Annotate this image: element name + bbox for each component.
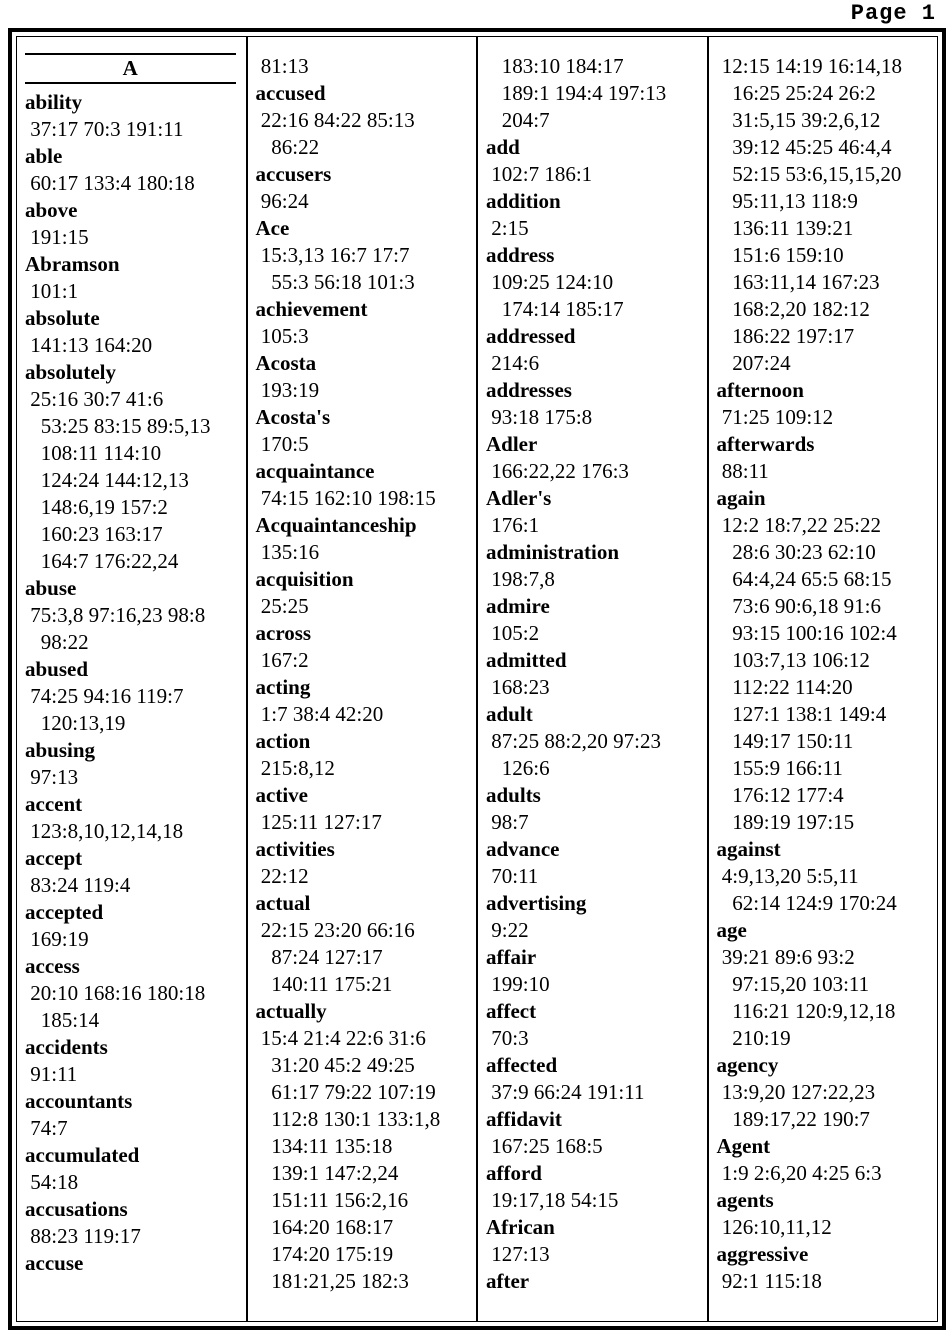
letter-section-header <box>25 53 236 84</box>
index-word: accepted <box>25 900 104 924</box>
page-line-refs: 60:17 133:4 180:18 <box>25 171 195 195</box>
page-line-refs: 74:25 94:16 119:7 <box>25 684 184 708</box>
page-line-refs: 123:8,10,12,14,18 <box>25 819 184 843</box>
page-line-refs: 189:19 197:15 <box>716 810 855 834</box>
index-word: adults <box>486 783 541 807</box>
index-word: Abramson <box>25 252 120 276</box>
index-word: active <box>255 783 308 807</box>
index-word: activities <box>255 837 335 861</box>
index-entries-2 <box>256 53 475 1295</box>
page-line-refs: 55:3 56:18 101:3 <box>255 270 415 294</box>
page-line-refs: 108:11 114:10 <box>25 441 162 465</box>
page-line-refs: 39:12 45:25 46:4,4 <box>716 135 892 159</box>
index-word: abuse <box>25 576 77 600</box>
index-word: Acquaintanceship <box>255 513 417 537</box>
page-line-refs: 75:3,8 97:16,23 98:8 <box>25 603 206 627</box>
index-word: accountants <box>25 1089 133 1113</box>
index-word: advance <box>486 837 560 861</box>
page-line-refs: 12:15 14:19 16:14,18 <box>716 54 903 78</box>
index-word: actually <box>255 999 327 1023</box>
page-line-refs: 37:17 70:3 191:11 <box>25 117 184 141</box>
page-line-refs: 124:24 144:12,13 <box>25 468 189 492</box>
index-page-frame <box>8 28 946 1330</box>
page-line-refs: 109:25 124:10 <box>486 270 614 294</box>
index-entries-1 <box>25 89 244 1277</box>
index-column-2 <box>248 37 479 1321</box>
page-line-refs: 95:11,13 118:9 <box>716 189 858 213</box>
page-line-refs: 25:25 <box>255 594 309 618</box>
index-word: addresses <box>486 378 572 402</box>
page-line-refs: 166:22,22 176:3 <box>486 459 629 483</box>
page-line-refs: 174:14 185:17 <box>486 297 624 321</box>
page-line-refs: 97:15,20 103:11 <box>716 972 870 996</box>
page-line-refs: 169:19 <box>25 927 89 951</box>
page-line-refs: 39:21 89:6 93:2 <box>716 945 855 969</box>
index-entries-4 <box>717 53 936 1295</box>
page-line-refs: 25:16 30:7 41:6 <box>25 387 164 411</box>
index-word: accuse <box>25 1251 84 1275</box>
page-line-refs: 31:20 45:2 49:25 <box>255 1053 415 1077</box>
page-line-refs: 74:7 <box>25 1116 68 1140</box>
page-line-refs: 12:2 18:7,22 25:22 <box>716 513 882 537</box>
page-line-refs: 126:6 <box>486 756 550 780</box>
index-word: achievement <box>255 297 368 321</box>
page-line-refs: 16:25 25:24 26:2 <box>716 81 876 105</box>
index-word: action <box>255 729 311 753</box>
page-line-refs: 151:11 156:2,16 <box>255 1188 409 1212</box>
index-column-1 <box>17 37 248 1321</box>
page-line-refs: 1:9 2:6,20 4:25 6:3 <box>716 1161 882 1185</box>
page-line-refs: 101:1 <box>25 279 79 303</box>
index-word: against <box>716 837 781 861</box>
page-line-refs: 183:10 184:17 <box>486 54 624 78</box>
page-line-refs: 74:15 162:10 198:15 <box>255 486 436 510</box>
index-word: advertising <box>486 891 587 915</box>
page-line-refs: 189:1 194:4 197:13 <box>486 81 667 105</box>
index-column-4 <box>709 37 938 1321</box>
index-word: absolute <box>25 306 100 330</box>
index-word: adult <box>486 702 533 726</box>
index-word: admitted <box>486 648 567 672</box>
page-line-refs: 22:12 <box>255 864 309 888</box>
page-line-refs: 91:11 <box>25 1062 78 1086</box>
page-line-refs: 170:5 <box>255 432 309 456</box>
page-line-refs: 112:22 114:20 <box>716 675 853 699</box>
page-line-refs: 28:6 30:23 62:10 <box>716 540 876 564</box>
page-line-refs: 112:8 130:1 133:1,8 <box>255 1107 441 1131</box>
page-line-refs: 54:18 <box>25 1170 79 1194</box>
page-line-refs: 155:9 166:11 <box>716 756 843 780</box>
page-line-refs: 70:11 <box>486 864 539 888</box>
page-line-refs: 176:1 <box>486 513 540 537</box>
page-line-refs: 88:11 <box>716 459 769 483</box>
page-line-refs: 125:11 127:17 <box>255 810 382 834</box>
page-line-refs: 135:16 <box>255 540 320 564</box>
page-line-refs: 127:13 <box>486 1242 550 1266</box>
index-word: aggressive <box>716 1242 809 1266</box>
index-word: across <box>255 621 312 645</box>
index-word: access <box>25 954 80 978</box>
index-word: abused <box>25 657 89 681</box>
page-line-refs: 87:25 88:2,20 97:23 <box>486 729 662 753</box>
page-line-refs: 31:5,15 39:2,6,12 <box>716 108 881 132</box>
page-line-refs: 71:25 109:12 <box>716 405 834 429</box>
page-line-refs: 70:3 <box>486 1026 529 1050</box>
page-line-refs: 141:13 164:20 <box>25 333 153 357</box>
page-line-refs: 189:17,22 190:7 <box>716 1107 870 1131</box>
page-line-refs: 86:22 <box>255 135 320 159</box>
index-word: age <box>716 918 747 942</box>
page-line-refs: 61:17 79:22 107:19 <box>255 1080 436 1104</box>
index-word: agents <box>716 1188 774 1212</box>
page-line-refs: 105:2 <box>486 621 540 645</box>
index-column-3 <box>478 37 709 1321</box>
page-line-refs: 149:17 150:11 <box>716 729 854 753</box>
page-line-refs: 102:7 186:1 <box>486 162 593 186</box>
page-line-refs: 92:1 115:18 <box>716 1269 822 1293</box>
page-line-refs: 120:13,19 <box>25 711 126 735</box>
page-line-refs: 193:19 <box>255 378 320 402</box>
index-word: afford <box>486 1161 542 1185</box>
index-word: accidents <box>25 1035 108 1059</box>
page-line-refs: 98:7 <box>486 810 529 834</box>
page-line-refs: 139:1 147:2,24 <box>255 1161 399 1185</box>
page-line-refs: 4:9,13,20 5:5,11 <box>716 864 859 888</box>
page-line-refs: 181:21,25 182:3 <box>255 1269 409 1293</box>
page-line-refs: 140:11 175:21 <box>255 972 393 996</box>
page-line-refs: 210:19 <box>716 1026 791 1050</box>
page-line-refs: 207:24 <box>716 351 791 375</box>
page-line-refs: 52:15 53:6,15,15,20 <box>716 162 902 186</box>
index-word: actual <box>255 891 311 915</box>
index-word: afterwards <box>716 432 815 456</box>
page-line-refs: 199:10 <box>486 972 550 996</box>
letter-section-label: A <box>122 56 138 80</box>
index-word: addition <box>486 189 561 213</box>
page-line-refs: 1:7 38:4 42:20 <box>255 702 384 726</box>
page-line-refs: 87:24 127:17 <box>255 945 383 969</box>
page-line-refs: 160:23 163:17 <box>25 522 163 546</box>
page-line-refs: 73:6 90:6,18 91:6 <box>716 594 882 618</box>
page-line-refs: 186:22 197:17 <box>716 324 855 348</box>
index-word: affected <box>486 1053 558 1077</box>
index-word: again <box>716 486 766 510</box>
page-line-refs: 134:11 135:18 <box>255 1134 393 1158</box>
page-line-refs: 151:6 159:10 <box>716 243 844 267</box>
page-line-refs: 15:4 21:4 22:6 31:6 <box>255 1026 426 1050</box>
page-line-refs: 53:25 83:15 89:5,13 <box>25 414 211 438</box>
page-line-refs: 81:13 <box>255 54 309 78</box>
index-word: accused <box>255 81 326 105</box>
index-word: acquaintance <box>255 459 375 483</box>
page-line-refs: 37:9 66:24 191:11 <box>486 1080 645 1104</box>
index-word: above <box>25 198 78 222</box>
page-line-refs: 83:24 119:4 <box>25 873 131 897</box>
page-line-refs: 93:15 100:16 102:4 <box>716 621 897 645</box>
index-word: acquisition <box>255 567 354 591</box>
index-word: accusations <box>25 1197 128 1221</box>
page-line-refs: 93:18 175:8 <box>486 405 593 429</box>
index-word: agency <box>716 1053 779 1077</box>
page-line-refs: 127:1 138:1 149:4 <box>716 702 887 726</box>
index-word: administration <box>486 540 620 564</box>
page-line-refs: 176:12 177:4 <box>716 783 844 807</box>
index-word: absolutely <box>25 360 117 384</box>
page-line-refs: 88:23 119:17 <box>25 1224 141 1248</box>
index-word: acting <box>255 675 311 699</box>
page-line-refs: 198:7,8 <box>486 567 555 591</box>
page-line-refs: 9:22 <box>486 918 529 942</box>
index-word: ability <box>25 90 83 114</box>
page-line-refs: 98:22 <box>25 630 89 654</box>
page-line-refs: 105:3 <box>255 324 309 348</box>
index-entries-3 <box>486 53 705 1295</box>
index-word: accumulated <box>25 1143 140 1167</box>
index-word: add <box>486 135 520 159</box>
page-line-refs: 167:25 168:5 <box>486 1134 603 1158</box>
index-word: admire <box>486 594 550 618</box>
page-line-refs: 20:10 168:16 180:18 <box>25 981 206 1005</box>
page-line-refs: 168:23 <box>486 675 550 699</box>
page-line-refs: 2:15 <box>486 216 529 240</box>
index-word: affair <box>486 945 537 969</box>
page-line-refs: 96:24 <box>255 189 309 213</box>
page-line-refs: 185:14 <box>25 1008 100 1032</box>
index-word: accent <box>25 792 83 816</box>
index-word: Ace <box>255 216 290 240</box>
page-line-refs: 103:7,13 106:12 <box>716 648 870 672</box>
index-word: Acosta <box>255 351 317 375</box>
index-word: accept <box>25 846 83 870</box>
index-word: affidavit <box>486 1107 562 1131</box>
index-word: Adler <box>486 432 538 456</box>
page-line-refs: 148:6,19 157:2 <box>25 495 168 519</box>
index-word: African <box>486 1215 555 1239</box>
page-line-refs: 64:4,24 65:5 68:15 <box>716 567 892 591</box>
index-word: accusers <box>255 162 332 186</box>
page-line-refs: 164:7 176:22,24 <box>25 549 179 573</box>
index-word: after <box>486 1269 530 1293</box>
page-line-refs: 164:20 168:17 <box>255 1215 394 1239</box>
page-line-refs: 22:15 23:20 66:16 <box>255 918 415 942</box>
index-word: able <box>25 144 63 168</box>
index-word: Acosta's <box>255 405 331 429</box>
page-line-refs: 174:20 175:19 <box>255 1242 394 1266</box>
index-table <box>16 36 938 1322</box>
page-line-refs: 22:16 84:22 85:13 <box>255 108 415 132</box>
page-line-refs: 19:17,18 54:15 <box>486 1188 619 1212</box>
index-word: abusing <box>25 738 96 762</box>
page-line-refs: 13:9,20 127:22,23 <box>716 1080 876 1104</box>
index-word: Adler's <box>486 486 552 510</box>
page-line-refs: 163:11,14 167:23 <box>716 270 880 294</box>
page-line-refs: 204:7 <box>486 108 550 132</box>
page-line-refs: 214:6 <box>486 351 540 375</box>
index-word: addressed <box>486 324 576 348</box>
page-number-header: Page 1 <box>850 1 936 26</box>
page-line-refs: 62:14 124:9 170:24 <box>716 891 897 915</box>
index-word: affect <box>486 999 537 1023</box>
page-line-refs: 191:15 <box>25 225 89 249</box>
page-line-refs: 126:10,11,12 <box>716 1215 832 1239</box>
index-word: Agent <box>716 1134 771 1158</box>
index-word: address <box>486 243 555 267</box>
page-line-refs: 116:21 120:9,12,18 <box>716 999 896 1023</box>
page-line-refs: 168:2,20 182:12 <box>716 297 870 321</box>
page-line-refs: 215:8,12 <box>255 756 335 780</box>
page-line-refs: 15:3,13 16:7 17:7 <box>255 243 410 267</box>
page-line-refs: 167:2 <box>255 648 309 672</box>
index-word: afternoon <box>716 378 804 402</box>
page-line-refs: 97:13 <box>25 765 79 789</box>
page-line-refs: 136:11 139:21 <box>716 216 854 240</box>
